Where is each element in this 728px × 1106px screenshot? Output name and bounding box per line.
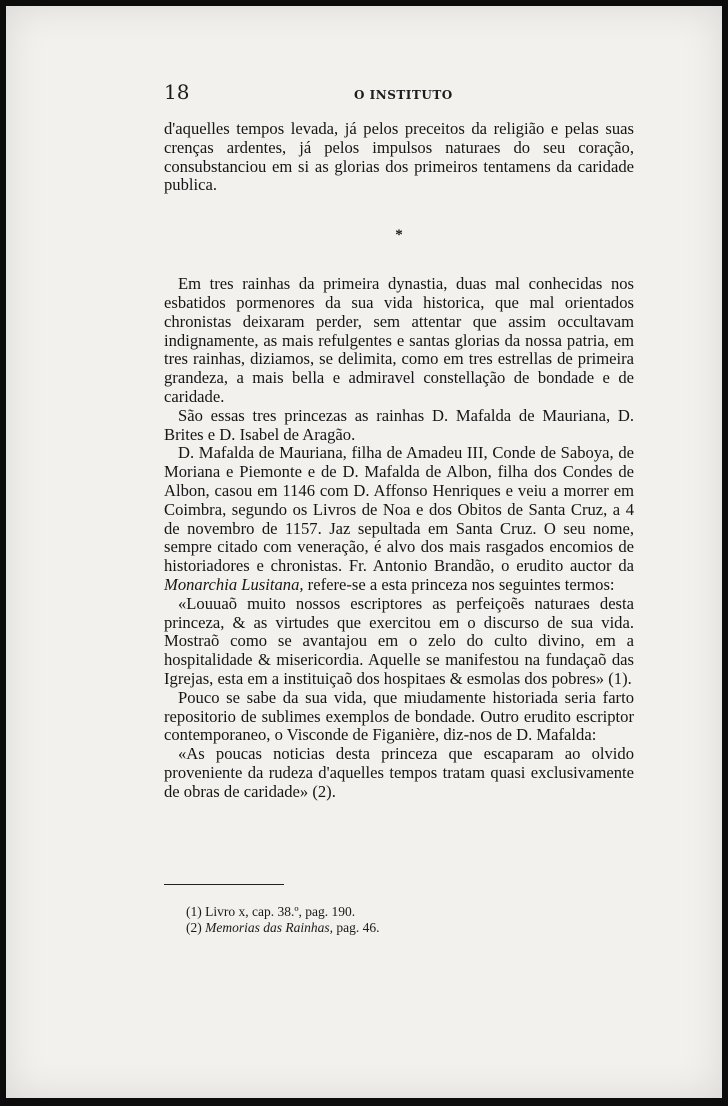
footnote-1 — [186, 904, 626, 920]
footnote-italic: Memorias das Rainhas, — [205, 920, 333, 935]
quotation-1: «Louuaõ muito nossos escriptores as perfeiçoẽs naturaes desta princeza, & as virtudes que exercitou em o discurso de sua vida. Mostraõ como se avantajou em o zelo do culto divino, em a hospitalidade & misericordia. Aquelle se manifestou na fundaçaõ das Igrejas, esta em a instituiçaõ dos hospitaes & esmolas dos pobres» (1). — [164, 593, 634, 688]
paragraph-4-tail: refere-se a esta princeza nos seguintes termos: — [307, 574, 615, 594]
footnote-text: pag. 46. — [336, 920, 380, 935]
section-ornament: * — [395, 227, 403, 244]
page-number: 18 — [164, 80, 190, 104]
footnote-text: Livro x, cap. 38.º, pag. 190. — [205, 904, 356, 919]
running-head: O INSTITUTO — [354, 88, 453, 102]
footnote-marker: (1) — [186, 904, 202, 919]
paragraph-4 — [164, 444, 634, 594]
footnote-rule — [164, 884, 284, 885]
body-text — [164, 120, 634, 802]
paragraph-2: Em tres rainhas da primeira dynastia, duas mal conhecidas nos esbatidos pormenores da sua vida historica, que mal orientados chronistas deixaram perder, sem attentar que assim occultavam indignamente, as mais refulgentes e santas glorias da nossa patria, em tres rainhas, diziamos, se delimita, como em tres estrellas de primeira grandeza, a mais bella e admiravel constellação de bondade e de caridade. — [164, 274, 634, 406]
footnote-2 — [186, 920, 626, 936]
footnote-marker: (2) — [186, 920, 202, 935]
page-header — [164, 80, 634, 104]
paragraph-5: Pouco se sabe da sua vida, que miudamente historiada seria farto repositorio de sublimes exemplos de bondade. Outro erudito escriptor contemporaneo, o Visconde de Figanière, diz-nos de D. Mafalda: — [164, 687, 634, 745]
paragraph-1: d'aquelles tempos levada, já pelos preceitos da religião e pelas suas crenças ardentes, já pelos impulsos naturaes do seu coração, consubstanciou em si as glorias dos primeiros tentamens da caridade publica. — [164, 119, 634, 195]
book-title-italic: Monarchia Lusitana, — [164, 574, 304, 594]
paragraph-4-text: D. Mafalda de Mauriana, filha de Amadeu III, Conde de Saboya, de Moriana e Piemonte e de D. Mafalda de Albon, filha dos Condes de Albon, casou em 1146 com D. Affonso Henriques e veiu a morrer em Coimbra, segundo os Livros de Noa e dos Obitos de Santa Cruz, a 4 de novembro de 1157. Jaz sepultada em Santa Cruz. O seu nome, sempre citado com veneração, é alvo dos mais rasgados encomios de historiadores e chronistas. Fr. Antonio Brandão, o erudito auctor da — [164, 443, 634, 576]
footnotes — [186, 904, 626, 936]
quotation-2: «As poucas noticias desta princeza que escaparam ao olvido proveniente da rudeza d'aquelles tempos tratam quasi exclusivamente de obras de caridade» (2). — [164, 744, 634, 801]
paragraph-3: São essas tres princezas as rainhas D. Mafalda de Mauriana, D. Brites e D. Isabel de Aragão. — [164, 405, 634, 444]
